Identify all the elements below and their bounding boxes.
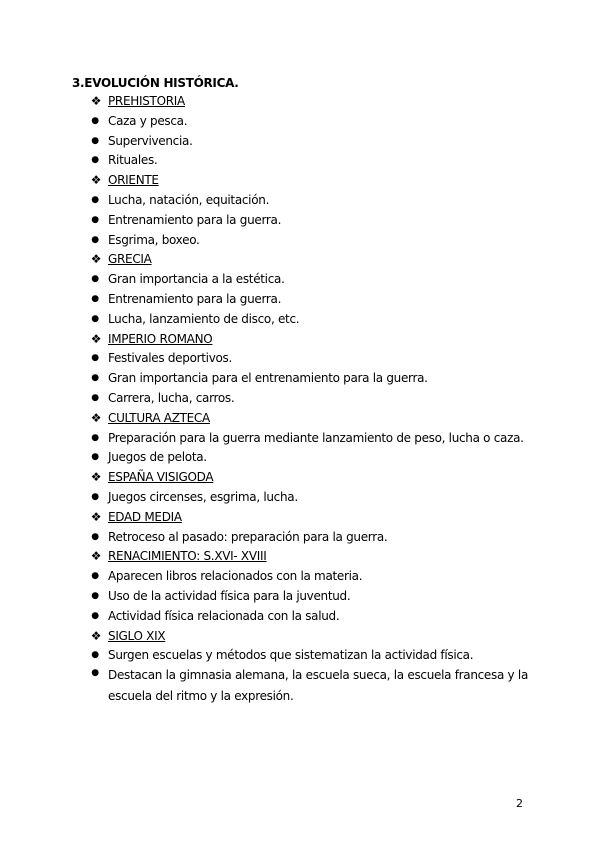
- list-item: [0, 370, 600, 386]
- list-item: [0, 212, 600, 228]
- round-bullet-icon: ●: [91, 392, 99, 403]
- list-item: [0, 390, 600, 406]
- diamond-bullet-icon: ❖: [90, 94, 102, 108]
- list-item-text: Carrera, lucha, carros.: [108, 390, 235, 405]
- list-item: [0, 152, 600, 168]
- section-heading: [0, 93, 600, 109]
- list-item-text: Destacan la gimnasia alemana, la escuela sueca, la escuela francesa y la escuela del ritmo y la expresión.: [108, 668, 528, 704]
- list-item: [0, 529, 600, 545]
- round-bullet-icon: ●: [91, 531, 99, 542]
- list-item: [0, 311, 600, 327]
- list-item: [0, 588, 600, 604]
- list-item: [0, 192, 600, 208]
- section-heading-text: ESPAÑA VISIGODA: [108, 470, 214, 485]
- round-bullet-icon: ●: [91, 452, 99, 463]
- diamond-bullet-icon: ❖: [90, 410, 102, 425]
- list-item-text: Surgen escuelas y métodos que sistematizan la actividad física.: [108, 648, 474, 663]
- list-item: [0, 608, 600, 624]
- list-item-text: Lucha, lanzamiento de disco, etc.: [108, 311, 300, 326]
- list-item-text: Festivales deportivos.: [108, 351, 232, 366]
- history-outline: [0, 93, 600, 711]
- list-item: [0, 232, 600, 248]
- list-item-text: Entrenamiento para la guerra.: [108, 291, 282, 306]
- round-bullet-icon: ●: [91, 373, 99, 384]
- list-item: [0, 430, 600, 446]
- round-bullet-icon: ●: [91, 214, 99, 225]
- section-heading-text: RENACIMIENTO: S.XVI- XVIII: [108, 549, 267, 564]
- list-item: [0, 350, 600, 366]
- round-bullet-icon: ●: [91, 274, 99, 285]
- diamond-bullet-icon: ❖: [90, 252, 102, 267]
- list-item-text: Caza y pesca.: [108, 113, 188, 128]
- diamond-bullet-icon: ❖: [90, 173, 102, 188]
- round-bullet-icon: ●: [91, 155, 99, 166]
- section-heading-text: ORIENTE: [108, 173, 159, 188]
- page-number: 2: [516, 797, 523, 810]
- round-bullet-icon: ●: [91, 491, 99, 502]
- list-item-text: Gran importancia para el entrenamiento para la guerra.: [108, 371, 428, 386]
- section-heading: [0, 251, 600, 267]
- list-item-text: Supervivencia.: [108, 133, 193, 148]
- list-item: [0, 271, 600, 287]
- page-title: 3.EVOLUCIÓN HISTÓRICA.: [72, 76, 239, 90]
- section-heading-text: IMPERIO ROMANO: [108, 331, 213, 346]
- round-bullet-icon: ●: [91, 668, 99, 679]
- section-heading-text: GRECIA: [108, 252, 152, 267]
- diamond-bullet-icon: ❖: [90, 628, 102, 643]
- list-item-text: Juegos circenses, esgrima, lucha.: [108, 489, 298, 504]
- diamond-bullet-icon: ❖: [90, 331, 102, 346]
- list-item: [0, 568, 600, 584]
- section-heading: [0, 628, 600, 644]
- round-bullet-icon: ●: [91, 610, 99, 621]
- list-item-text: Preparación para la guerra mediante lanzamiento de peso, lucha o caza.: [108, 430, 524, 445]
- list-item: [0, 489, 600, 505]
- list-item-text: Entrenamiento para la guerra.: [108, 212, 282, 227]
- round-bullet-icon: ●: [91, 571, 99, 582]
- round-bullet-icon: ●: [91, 432, 99, 443]
- section-heading: [0, 509, 600, 525]
- round-bullet-icon: ●: [91, 313, 99, 324]
- diamond-bullet-icon: ❖: [90, 470, 102, 485]
- section-heading-text: SIGLO XIX: [108, 628, 166, 643]
- list-item: [0, 291, 600, 307]
- diamond-bullet-icon: ❖: [90, 509, 102, 524]
- round-bullet-icon: ●: [91, 293, 99, 304]
- list-item: [0, 665, 600, 707]
- round-bullet-icon: ●: [91, 650, 99, 661]
- diamond-bullet-icon: ❖: [90, 549, 102, 564]
- list-item-text: Aparecen libros relacionados con la materia.: [108, 569, 363, 584]
- list-item: [0, 113, 600, 129]
- section-heading: [0, 548, 600, 564]
- section-heading: [0, 331, 600, 347]
- round-bullet-icon: ●: [91, 590, 99, 601]
- list-item-text: Gran importancia a la estética.: [108, 272, 285, 287]
- list-item: [0, 133, 600, 149]
- list-item-text: Actividad física relacionada con la salud.: [108, 608, 340, 623]
- list-item: [0, 647, 600, 663]
- list-item-text: Lucha, natación, equitación.: [108, 192, 270, 207]
- list-item-text: Rituales.: [108, 153, 158, 168]
- list-item: [0, 449, 600, 465]
- section-heading-text: CULTURA AZTECA: [108, 410, 210, 425]
- list-item-text: Esgrima, boxeo.: [108, 232, 200, 247]
- round-bullet-icon: ●: [91, 194, 99, 205]
- section-heading: [0, 469, 600, 485]
- section-heading-text: PREHISTORIA: [108, 94, 185, 108]
- list-item-text: Juegos de pelota.: [108, 450, 207, 465]
- round-bullet-icon: ●: [91, 353, 99, 364]
- section-heading: [0, 410, 600, 426]
- list-item-text: Retroceso al pasado: preparación para la guerra.: [108, 529, 388, 544]
- section-heading: [0, 172, 600, 188]
- section-heading-text: EDAD MEDIA: [108, 509, 182, 524]
- round-bullet-icon: ●: [91, 135, 99, 146]
- round-bullet-icon: ●: [91, 115, 99, 126]
- list-item-text: Uso de la actividad física para la juventud.: [108, 588, 351, 603]
- round-bullet-icon: ●: [91, 234, 99, 245]
